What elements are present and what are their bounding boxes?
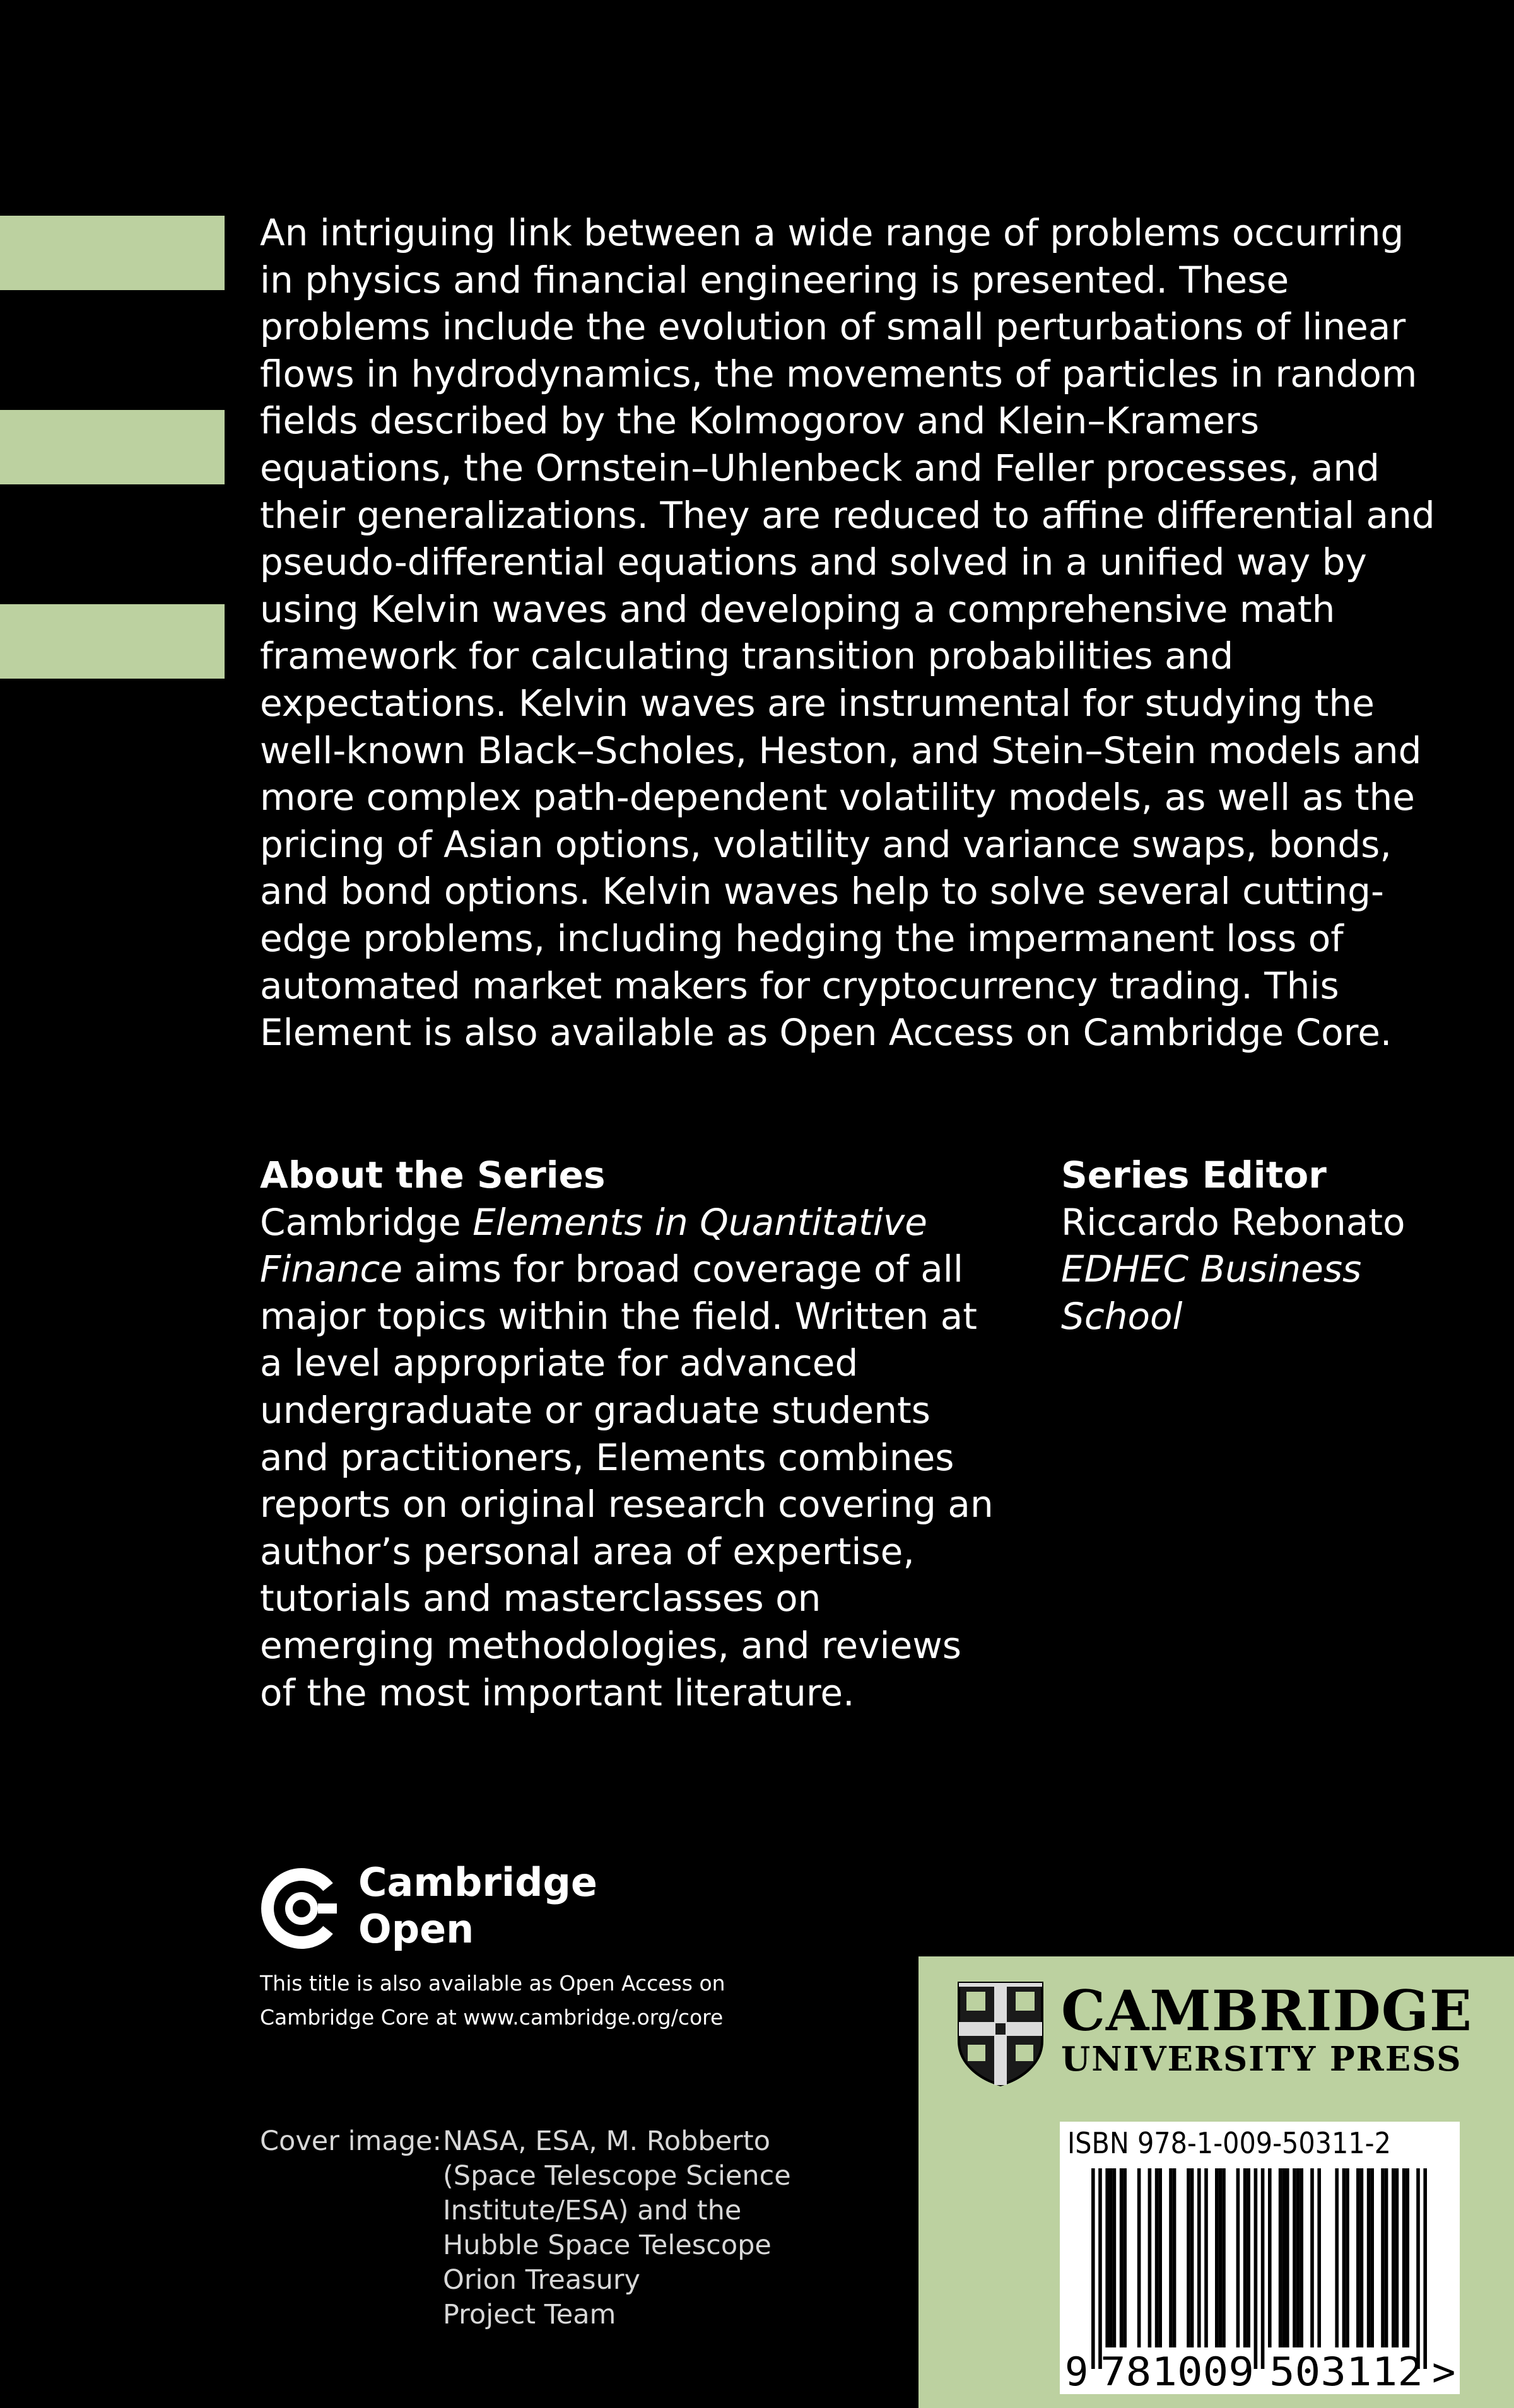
about-intro: Cambridge [260,1200,473,1244]
publisher-name-line1: CAMBRIDGE [1061,1978,1472,2043]
editor-affiliation-line1: EDHEC Business [1061,1248,1362,1291]
cover-credit-line: Project Team [443,2299,616,2330]
open-access-note-line2: Cambridge Core at www.cambridge.org/core [260,2005,724,2030]
cover-credit-text [443,2124,821,2332]
logo-line2: Open [358,1906,474,1952]
ean-left-group: 781009 [1100,2349,1254,2394]
accent-bar-3 [0,604,225,679]
accent-bar-2 [0,410,225,484]
series-editor-name: Riccardo Rebonato [1061,1200,1405,1244]
about-series-heading: About the Series [260,1154,606,1196]
ean-first-digit: 9 [1065,2349,1089,2394]
publisher-name-line2: UNIVERSITY PRESS [1061,2040,1462,2079]
accent-bar-1 [0,216,225,290]
logo-line1: Cambridge [358,1859,597,1905]
cambridge-open-logo [256,1856,622,1963]
cover-credit-line: NASA, ESA, M. Robberto [443,2125,771,2157]
series-editor-heading: Series Editor [1061,1154,1327,1196]
isbn-barcode-box [1060,2122,1460,2394]
isbn-label: ISBN 978-1-009-50311-2 [1067,2126,1391,2160]
book-blurb: An intriguing link between a wide range of problems occurring in physics and financial engineering is presented. These problems include the evolution of small perturbations of linear flows in hydrodynamics, the movements of particles in random fields described by the Kolmogorov and Klein–Kramers equations, the Ornstein–Uhlenbeck and Feller processes, and their generalizations. They are reduced to affine differential and pseudo-differential equations and solved in a unified way by using Kelvin waves and developing a comprehensive math framework for calculating transition probabilities and expectations. Kelvin waves are instrumental for studying the well-known Black–Scholes, Heston, and Stein–Stein models and more complex path-dependent volatility models, as well as the pricing of Asian options, volatility and variance swaps, bonds, and bond options. Kelvin waves help to solve several cutting-edge problems, including hedging the impermanent loss of automated market makers for cryptocurrency trading. This Element is also available as Open Access on Cambridge Core. [260,211,1435,1055]
ean-digits [1060,2122,1460,2394]
publisher-panel [918,1956,1514,2408]
ean-right-group: 503112 [1269,2349,1423,2394]
cambridge-shield-icon [956,1980,1045,2088]
cambridge-open-wordmark [358,1859,597,1953]
publisher-name [1061,1978,1472,2079]
about-series-section [260,1152,1004,1716]
cover-credit-line: Hubble Space Telescope [443,2230,772,2261]
cover-credit-line: (Space Telescope Science [443,2160,791,2192]
open-access-note [260,1967,765,2035]
cambridge-open-c-icon [257,1864,346,1953]
about-body: aims for broad coverage of all major topics within the field. Written at a level appropriate for advanced undergraduate or graduate students and practitioners, Elements combines reports on original research covering an author’s personal area of expertise, tutorials and masterclasses on emerging methodologies, and reviews of the most important literature. [260,1248,994,1714]
cover-credit-label: Cover image: [260,2125,442,2157]
about-series-text [260,1199,1004,1717]
quiet-zone-mark: > [1432,2349,1456,2394]
series-name: Elements in Quantitative Finance [260,1200,927,1291]
open-access-note-line1: This title is also available as Open Access on [260,1971,725,1996]
cover-credit-line: Institute/ESA) and the [443,2195,742,2226]
cover-credit-line: Orion Treasury [443,2264,640,2296]
editor-affiliation-line2: School [1061,1294,1183,1338]
series-editor-section [1061,1152,1452,1340]
